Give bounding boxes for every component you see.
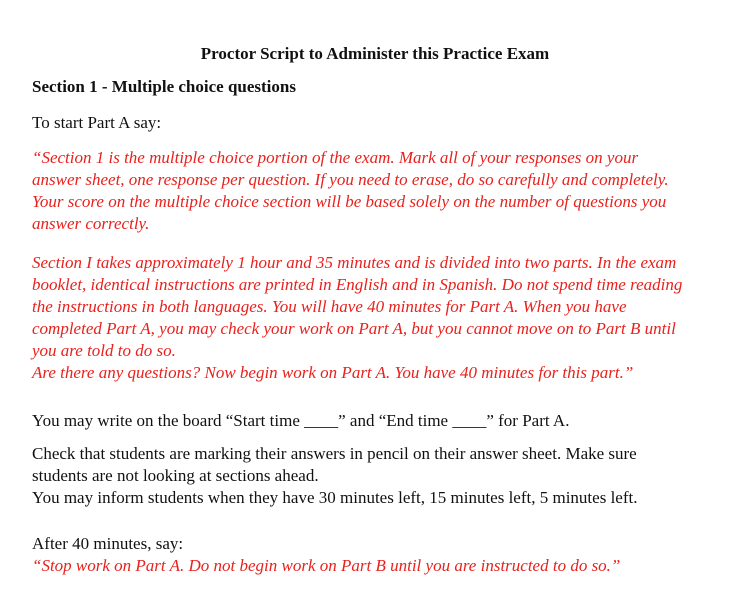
section-heading: Section 1 - Multiple choice questions	[32, 77, 296, 96]
quote-2-line: you are told to do so.	[32, 341, 176, 360]
check-line: You may inform students when they have 30 minutes left, 15 minutes left, 5 minutes left.	[32, 488, 638, 507]
quote-1-line: Your score on the multiple choice section will be based solely on the number of questions you	[32, 192, 667, 211]
start-instruction: To start Part A say:	[32, 113, 162, 132]
check-instructions	[32, 443, 732, 509]
quote-1-line: answer sheet, one response per question. If you need to erase, do so carefully and completely.	[32, 170, 669, 189]
quote-paragraph-2	[32, 252, 732, 384]
quote-2-line: the instructions in both languages. You will have 40 minutes for Part A. When you have	[32, 297, 627, 316]
document-title: Proctor Script to Administer this Practice Exam	[200, 44, 550, 63]
after-instruction: After 40 minutes, say:	[32, 534, 184, 553]
quote-2-line: Are there any questions? Now begin work on Part A. You have 40 minutes for this part.”	[32, 363, 634, 382]
check-line: students are not looking at sections ahead.	[32, 466, 319, 485]
quote-2-line: Section I takes approximately 1 hour and 35 minutes and is divided into two parts. In the exam	[32, 253, 677, 272]
stop-quote: “Stop work on Part A. Do not begin work on Part B until you are instructed to do so.”	[32, 556, 621, 575]
quote-1-line: answer correctly.	[32, 214, 150, 233]
board-instruction: You may write on the board “Start time ____” and “End time ____” for Part A.	[32, 411, 570, 430]
quote-1-line: “Section 1 is the multiple choice portion of the exam. Mark all of your responses on your	[32, 148, 639, 167]
quote-2-line: completed Part A, you may check your work on Part A, but you cannot move on to Part B until	[32, 319, 676, 338]
quote-2-line: booklet, identical instructions are printed in English and in Spanish. Do not spend time reading	[32, 275, 683, 294]
quote-paragraph-1	[32, 147, 732, 235]
check-line: Check that students are marking their answers in pencil on their answer sheet. Make sure	[32, 444, 637, 463]
